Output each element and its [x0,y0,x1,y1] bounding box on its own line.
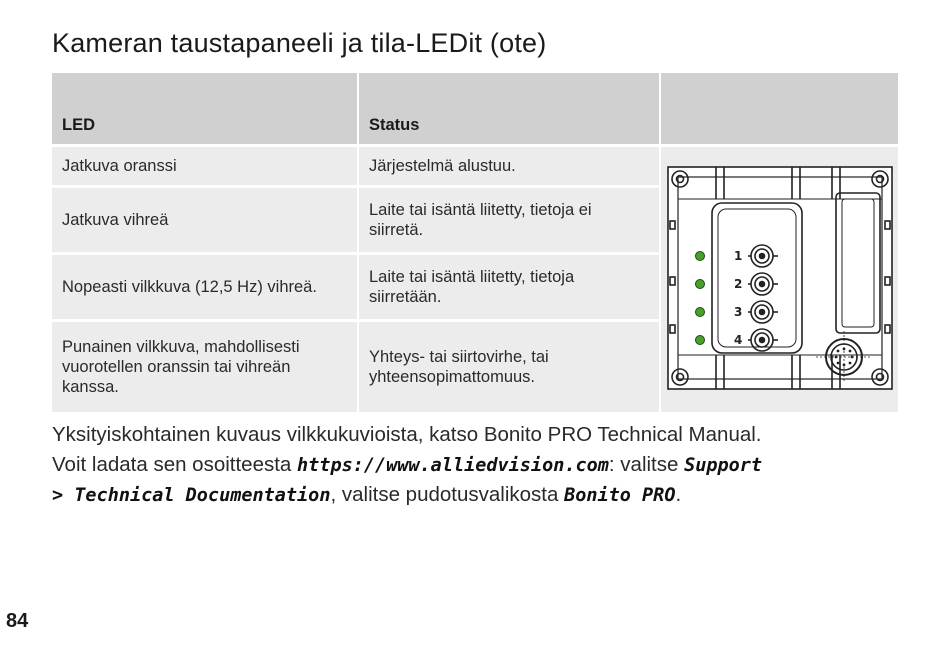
table-row [52,144,898,185]
footer-line-1: Yksityiskohtainen kuvaus vilkkukuvioista, katso Bonito PRO Technical Manual. [52,423,762,446]
back-panel-image-cell [661,144,898,412]
footer-note [52,420,912,511]
page-number: 84 [6,610,29,632]
table-header-row [52,73,898,144]
status-cell: Järjestelmä alustuu. [359,144,661,185]
port-label: 4 [733,333,742,347]
support-menu-text: Support [684,454,763,476]
status-cell: Laite tai isäntä liitetty, tietoja siirretään. [359,252,661,319]
led-4-icon [695,336,704,345]
technical-documentation-text: Technical Documentation [74,485,331,506]
led-2-icon [695,280,704,289]
port-label: 1 [733,249,742,263]
port-label: 3 [733,305,742,319]
status-cell: Yhteys- tai siirtovirhe, tai yhteensopimattomuus. [359,319,661,412]
footer-line-3: > Technical Documentation, valitse pudotusvalikosta Bonito PRO. [52,483,682,506]
led-cell: Jatkuva vihreä [52,185,359,252]
led-status-table [52,73,898,412]
status-cell: Laite tai isäntä liitetty, tietoja ei siirretä. [359,185,661,252]
header-led: LED [52,73,359,144]
header-image [661,73,898,144]
header-status: Status [359,73,661,144]
product-name-text: Bonito PRO [564,485,676,506]
url-link[interactable]: https://www.alliedvision.com [297,454,609,476]
led-3-icon [695,308,704,317]
camera-back-panel-illustration [664,159,896,395]
led-1-icon [695,252,704,261]
port-label: 2 [733,277,742,291]
led-cell: Nopeasti vilkkuva (12,5 Hz) vihreä. [52,252,359,319]
page-title: Kameran taustapaneeli ja tila-LEDit (ote) [52,28,547,58]
led-cell: Punainen vilkkuva, mahdollisesti vuorotellen oranssin tai vihreän kanssa. [52,319,359,412]
led-cell: Jatkuva oranssi [52,144,359,185]
footer-line-2: Voit ladata sen osoitteesta https://www.alliedvision.com: valitse Support [52,452,763,476]
